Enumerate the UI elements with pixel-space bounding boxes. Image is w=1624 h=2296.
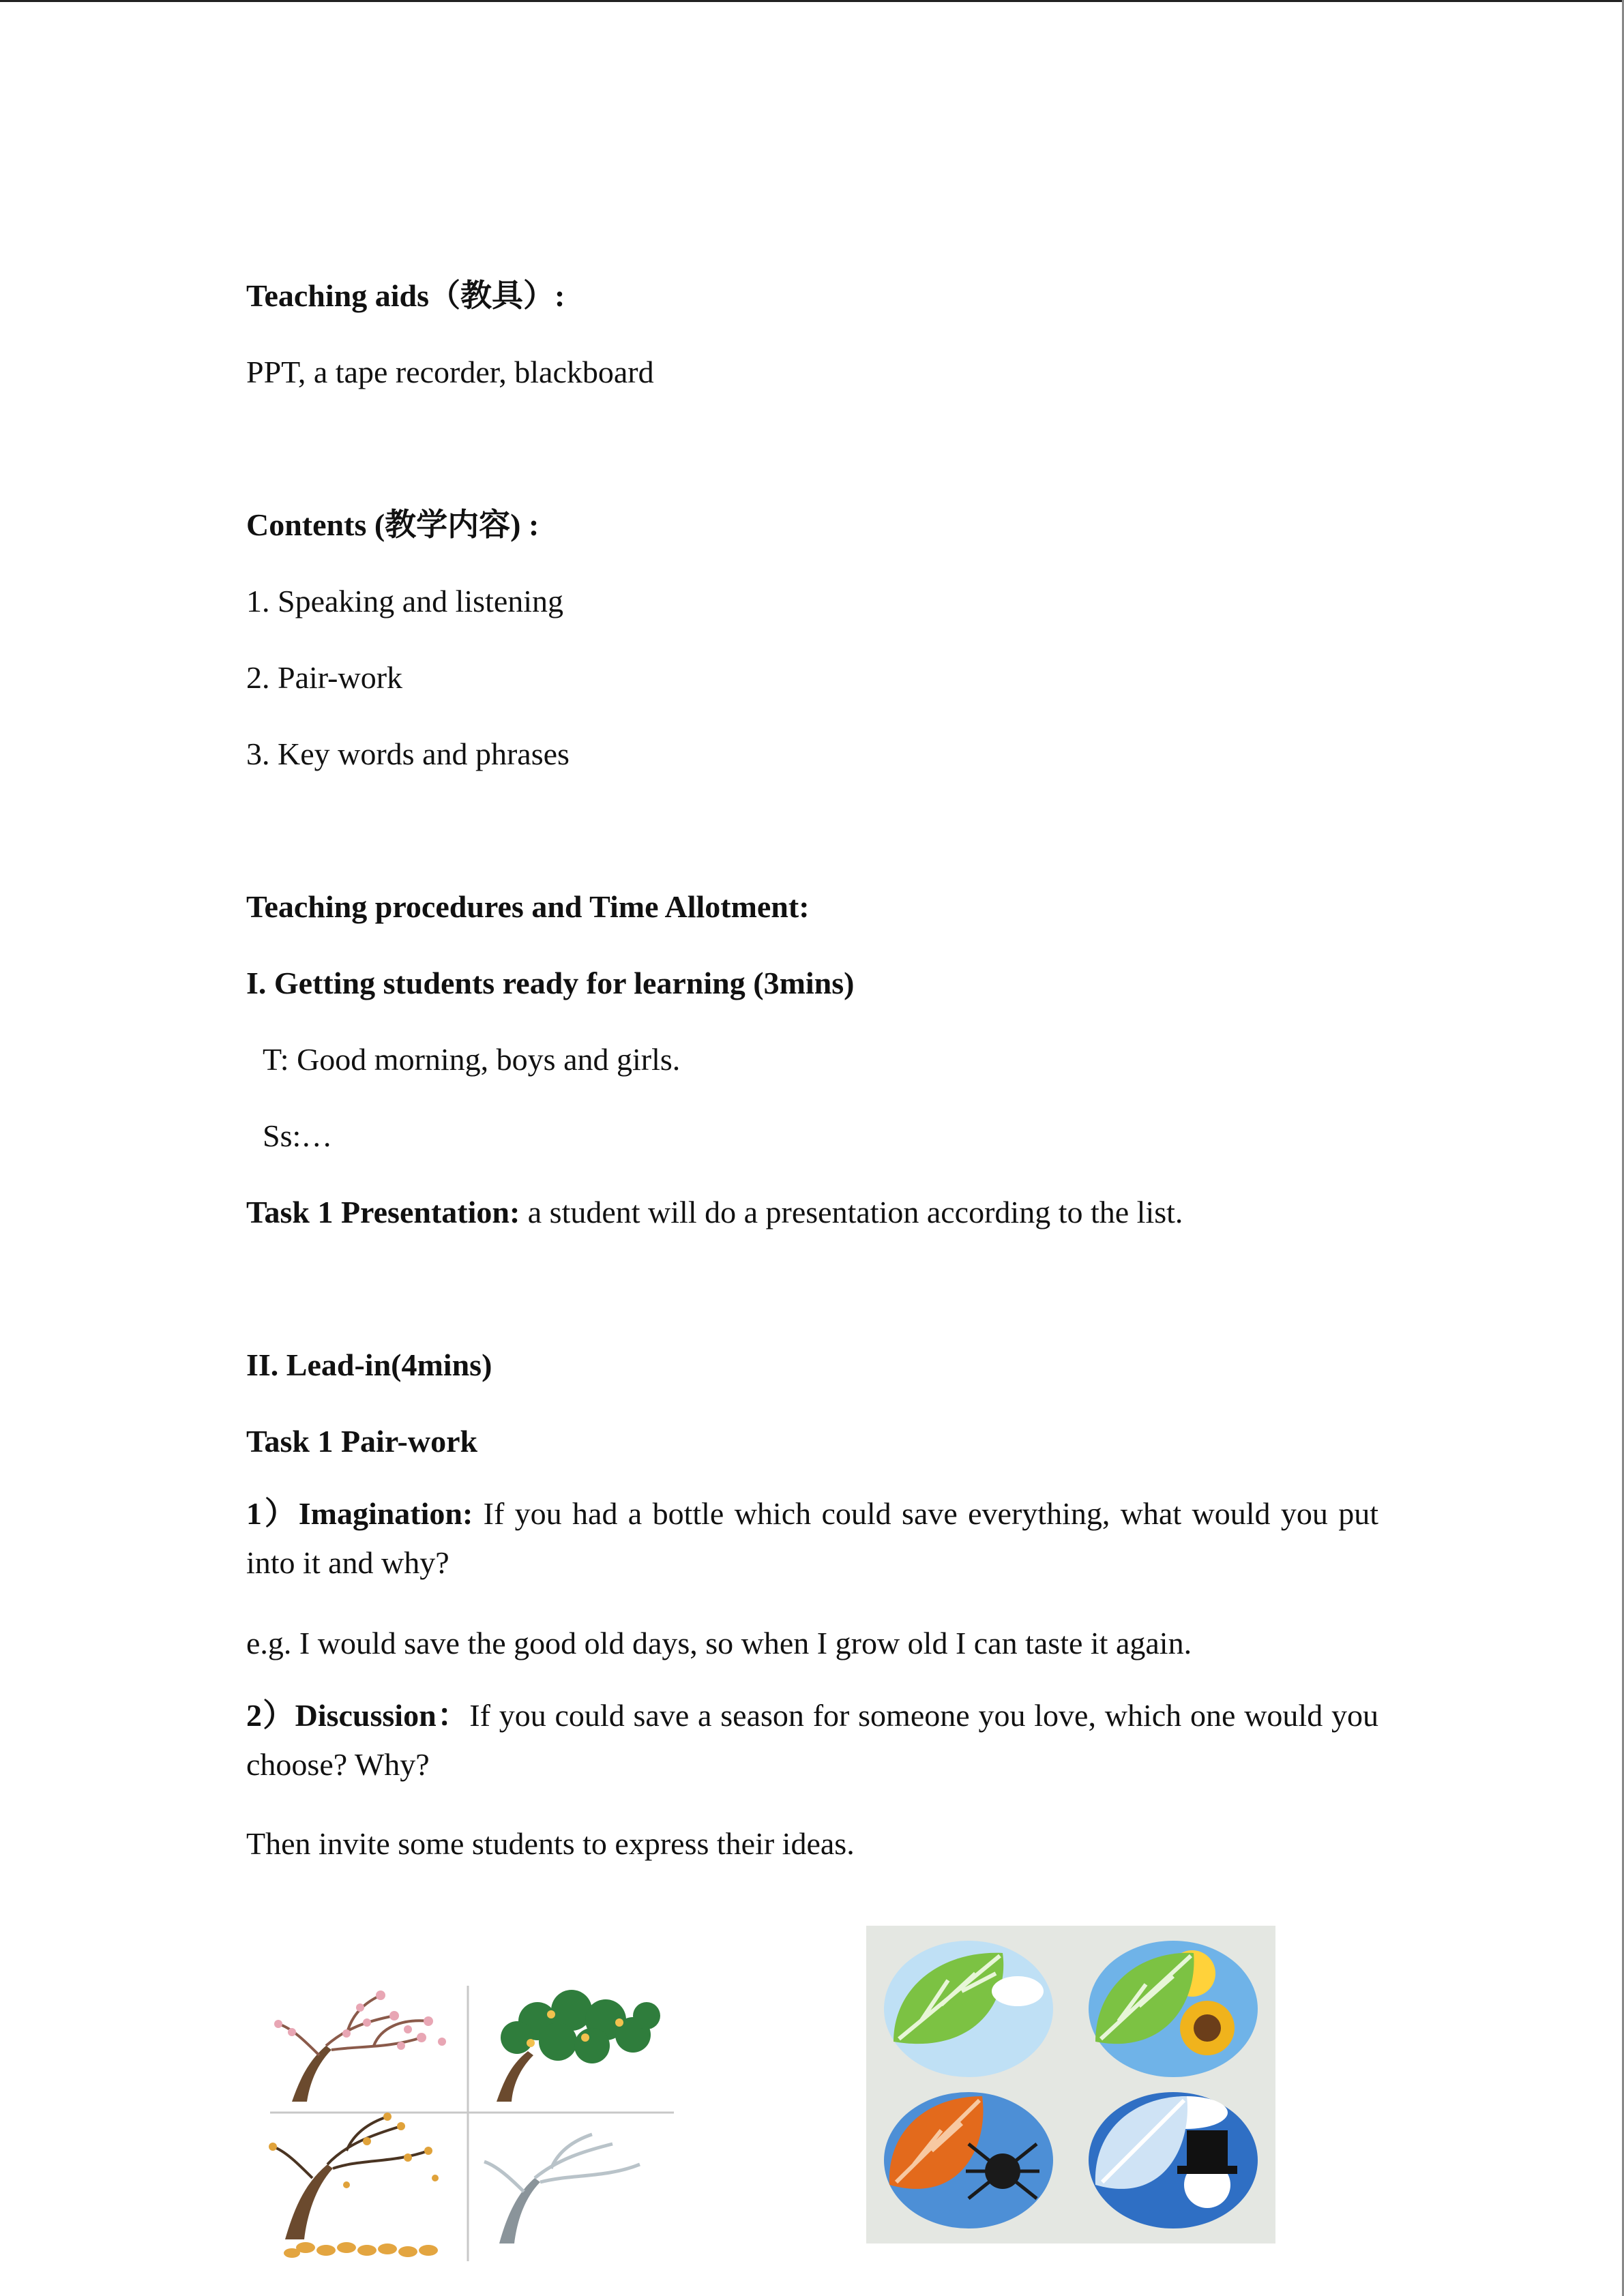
discussion-question — [246, 1691, 1378, 1789]
sunflower-icon — [1180, 2001, 1235, 2055]
pair-work-task: Task 1 Pair-work — [246, 1424, 478, 1459]
step1-title: I. Getting students ready for learning (3mins) — [246, 966, 855, 1000]
summer-leaf-icon — [1089, 1941, 1258, 2077]
contents-item: 1. Speaking and listening — [246, 584, 564, 618]
task1-label: Task 1 Presentation: — [246, 1195, 520, 1229]
seasons-trees-image — [265, 1980, 675, 2261]
imagination-question — [246, 1489, 1378, 1587]
imagination-text: If you had a bottle which could save everything, what would you put into it and why? — [246, 1496, 1378, 1580]
contents-item: 3. Key words and phrases — [246, 736, 570, 771]
students-line: Ss:… — [263, 1118, 333, 1153]
teacher-line: T: Good morning, boys and girls. — [263, 1042, 681, 1077]
discussion-text: If you could save a season for someone you love, which one would you choose? Why? — [246, 1698, 1378, 1782]
contents-heading: Contents (教学内容) : — [246, 507, 540, 542]
task1-text: a student will do a presentation according to the list. — [520, 1195, 1183, 1229]
autumn-leaf-icon — [884, 2092, 1053, 2228]
teaching-aids-heading: Teaching aids（教具）: — [246, 278, 565, 313]
winter-leaf-icon — [1089, 2092, 1258, 2228]
task1-presentation — [246, 1193, 1183, 1232]
contents-item: 2. Pair-work — [246, 660, 403, 695]
seasons-leaf-icons-image — [866, 1926, 1275, 2243]
example-sentence: e.g. I would save the good old days, so when I grow old I can taste it again. — [246, 1626, 1192, 1660]
discussion-label: 2）Discussion： — [246, 1698, 470, 1733]
procedures-heading: Teaching procedures and Time Allotment: — [246, 889, 810, 924]
spring-leaf-icon — [884, 1941, 1053, 2077]
step2-title: II. Lead-in(4mins) — [246, 1347, 492, 1382]
page-top-border — [0, 0, 1624, 2]
imagination-label: 1）Imagination: — [246, 1496, 473, 1531]
closing-instruction: Then invite some students to express their ideas. — [246, 1826, 855, 1861]
teaching-aids-text: PPT, a tape recorder, blackboard — [246, 355, 654, 389]
